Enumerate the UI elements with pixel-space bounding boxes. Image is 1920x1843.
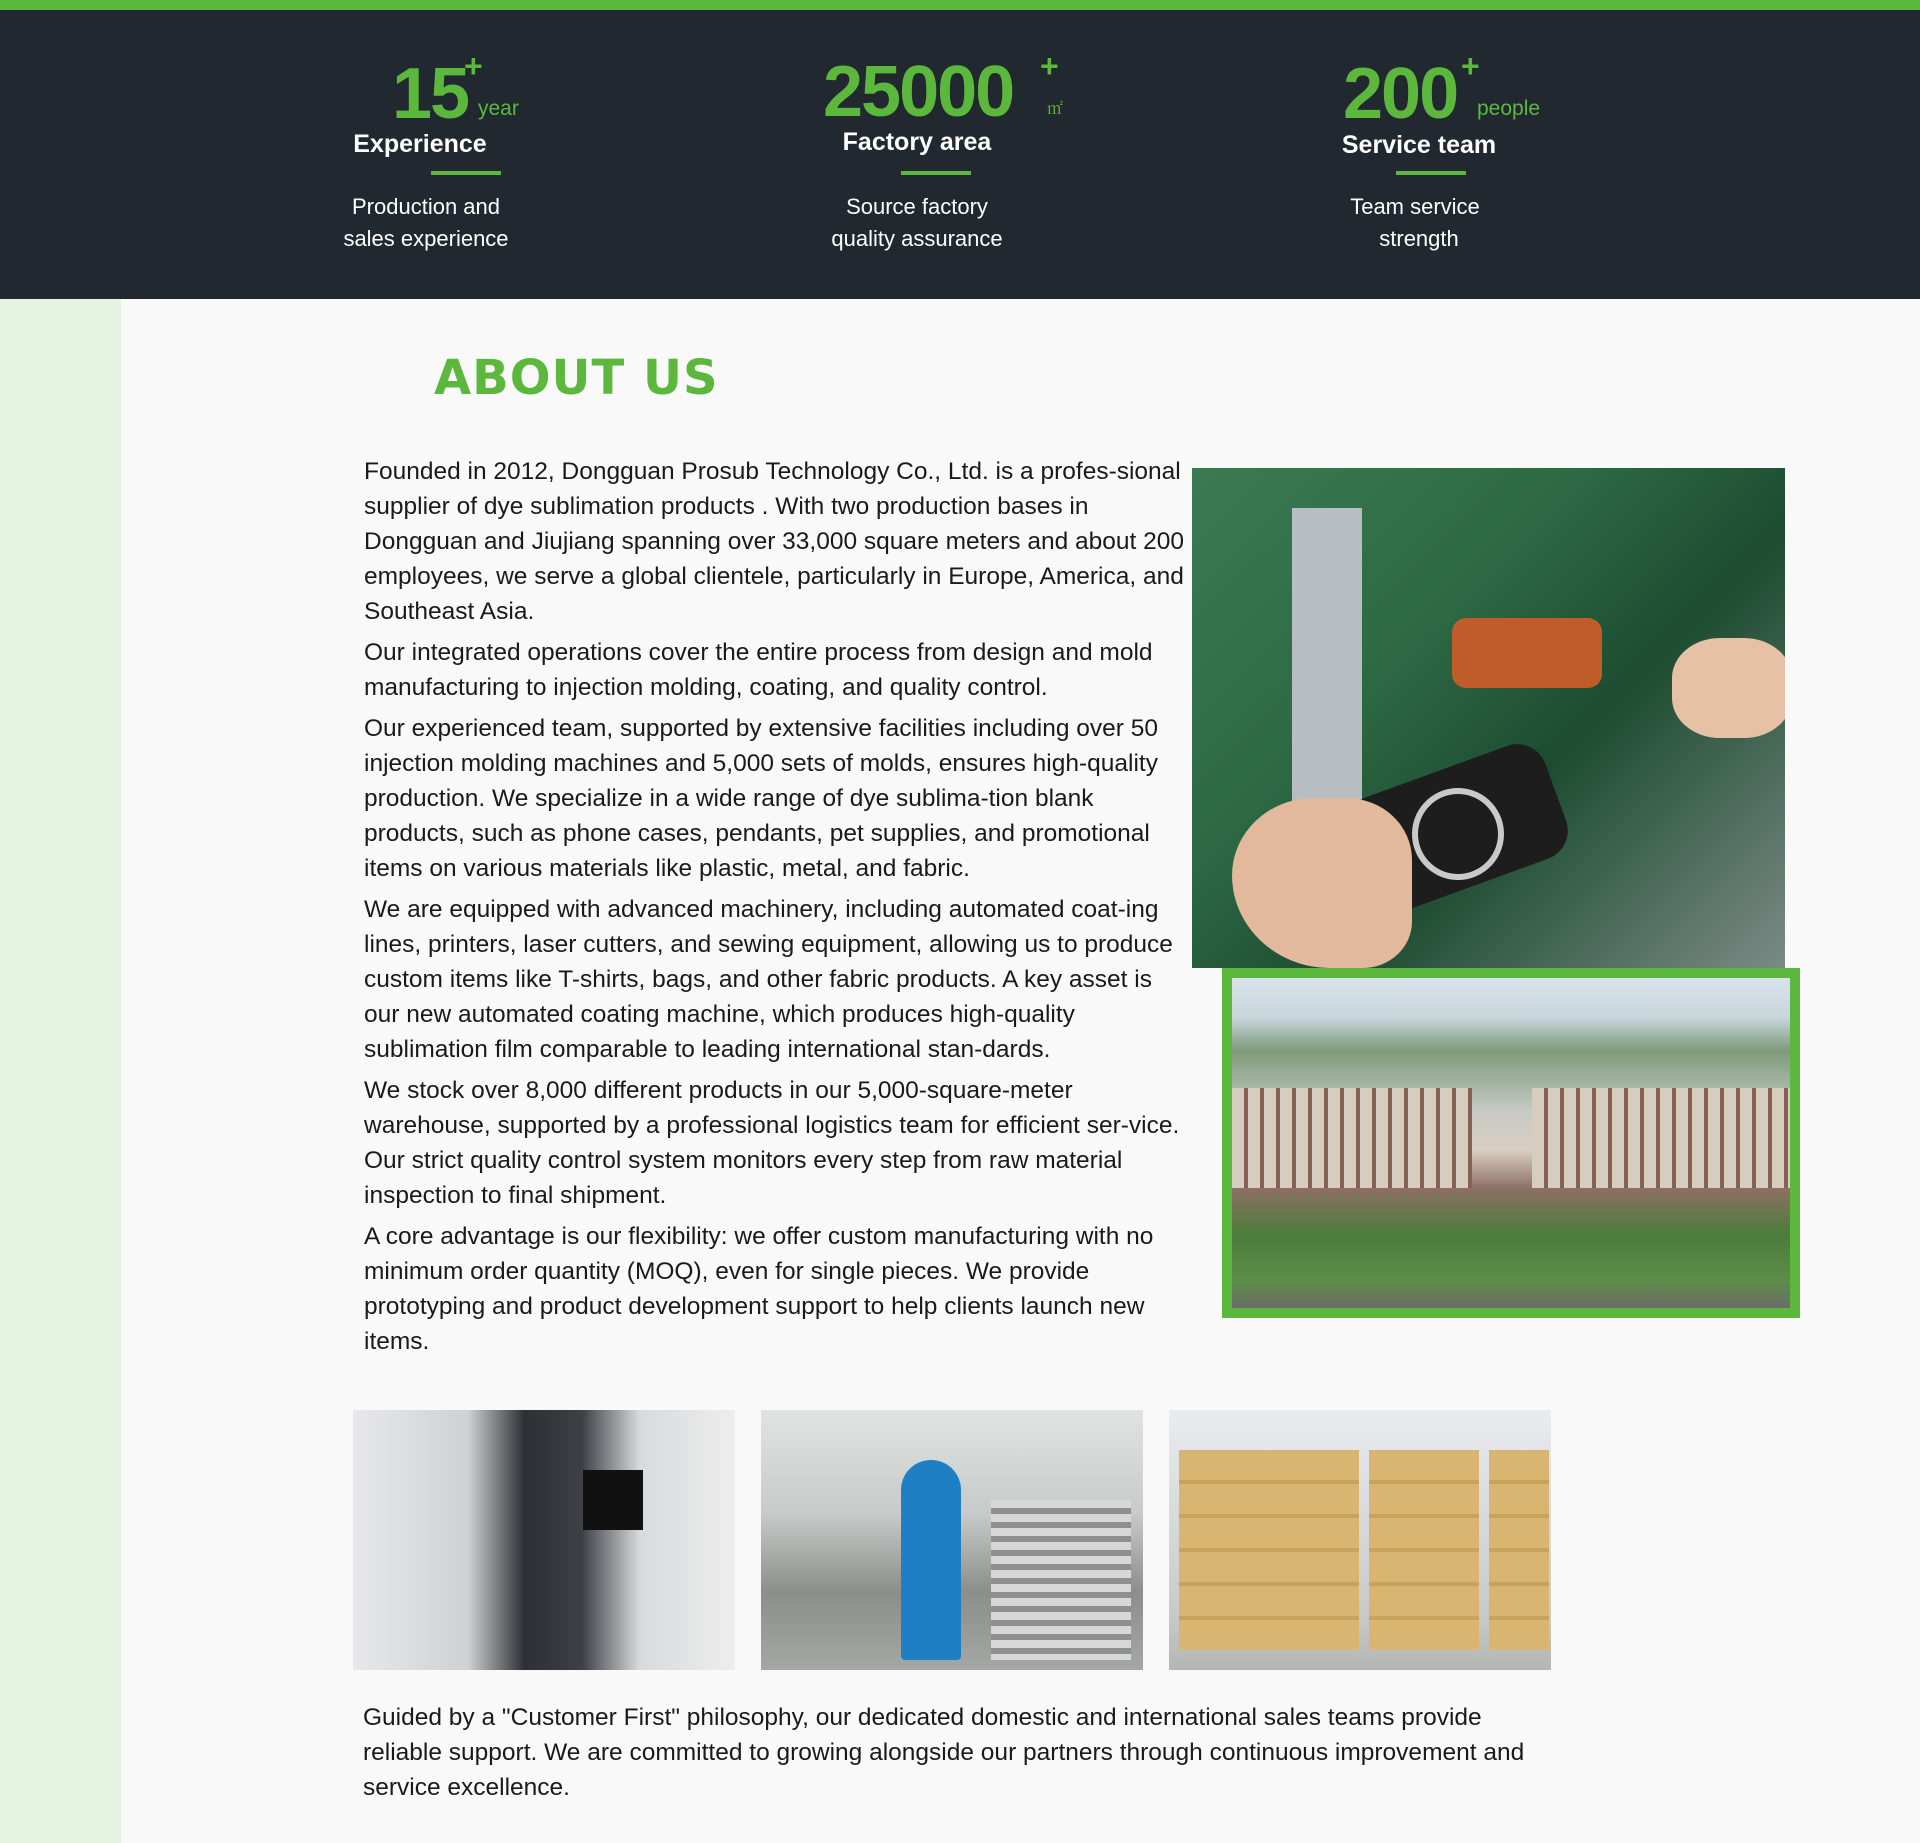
stat-underline <box>1396 171 1466 175</box>
about-paragraph: Founded in 2012, Dongguan Prosub Technology Co., Ltd. is a profes-sional supplier of dye sublimation products . With two production bases in Dongguan and Jiujiang spanning over 33,000 square meters and about 200 employees, we serve a global clientele, particularly in Europe, America, and Southeast Asia. <box>364 458 1184 625</box>
stat-underline <box>901 171 971 175</box>
press-pad <box>1452 618 1602 688</box>
stat-plus: + <box>1461 48 1480 84</box>
worker <box>901 1460 961 1660</box>
drying-rack <box>991 1500 1131 1660</box>
stat-underline <box>431 171 501 175</box>
about-paragraph: Our experienced team, supported by extensive facilities including over 50 injection molding machines and 5,000 sets of molds, ensures high-quality production. We specialize in a wide range of dye sublima-tion blank products, such as phone cases, pendants, pet supplies, and promotional items on various materials like plastic, metal, and fabric. <box>364 715 1158 882</box>
stat-number: 200 <box>1343 54 1458 134</box>
stat-plus: + <box>464 48 483 84</box>
stat-label: Factory area <box>842 128 992 156</box>
stat-desc-line1: Team service <box>1350 194 1480 219</box>
stat-desc-line1: Production and <box>352 194 500 219</box>
stat-plus: + <box>1040 48 1059 84</box>
closing-paragraph: Guided by a "Customer First" philosophy, our dedicated domestic and international sales teams provide reliable support. We are committed to growing alongside our partners through continuous improvement and service excellence. <box>363 1704 1525 1801</box>
stat-unit: ㎡ <box>1047 101 1064 118</box>
pallet <box>1489 1450 1549 1650</box>
stat-number: 15 <box>392 54 469 134</box>
section-title: ABOUT US <box>434 350 719 406</box>
about-body <box>364 454 1184 1365</box>
hand <box>1232 798 1412 968</box>
stat-label: Service team <box>1341 131 1497 159</box>
top-accent-line <box>0 0 1920 10</box>
stat-label: Experience <box>353 130 487 158</box>
cnc-machine-photo <box>353 1410 735 1670</box>
about-paragraph: Our integrated operations cover the entire process from design and mold manufacturing to injection molding, coating, and quality control. <box>364 639 1153 701</box>
warehouse-pallets-photo <box>1169 1410 1551 1670</box>
press-column <box>1292 508 1362 808</box>
factory-photo-frame <box>1222 968 1800 1318</box>
factory-building-photo <box>1232 978 1790 1308</box>
building <box>1532 1088 1790 1188</box>
stat-unit: people <box>1477 97 1541 120</box>
pallet <box>1369 1450 1479 1650</box>
about-paragraph: A core advantage is our flexibility: we offer custom manufacturing with no minimum order quantity (MOQ), even for single pieces. We provide prototyping and product development support to help clients launch new items. <box>364 1223 1154 1355</box>
stats-band <box>0 10 1920 299</box>
stat-unit: year <box>478 97 519 120</box>
hand <box>1672 638 1785 738</box>
building <box>1232 1088 1472 1188</box>
stat-desc-line1: Source factory <box>846 194 988 219</box>
left-decor-strip <box>0 299 121 1843</box>
about-paragraph: We stock over 8,000 different products in our 5,000-square-meter warehouse, supported by a professional logistics team for efficient ser-vice. Our strict quality control system monitors every step from raw material inspection to final shipment. <box>364 1077 1180 1209</box>
coating-line-worker-photo <box>761 1410 1143 1670</box>
stat-number: 25000 <box>823 52 1014 132</box>
about-paragraph: We are equipped with advanced machinery, including automated coat-ing lines, printers, laser cutters, and sewing equipment, allowing us to produce custom items like T-shirts, bags, and other fabric products. A key asset is our new automated coating machine, which produces high-quality sublimation film comparable to leading international stan-dards. <box>364 896 1173 1063</box>
heat-press-photo <box>1192 468 1785 968</box>
pallet <box>1179 1450 1359 1650</box>
stat-desc-line2: quality assurance <box>831 226 1003 251</box>
stat-desc-line2: sales experience <box>343 226 509 251</box>
stat-desc-line2: strength <box>1379 226 1459 251</box>
control-panel <box>583 1470 643 1530</box>
